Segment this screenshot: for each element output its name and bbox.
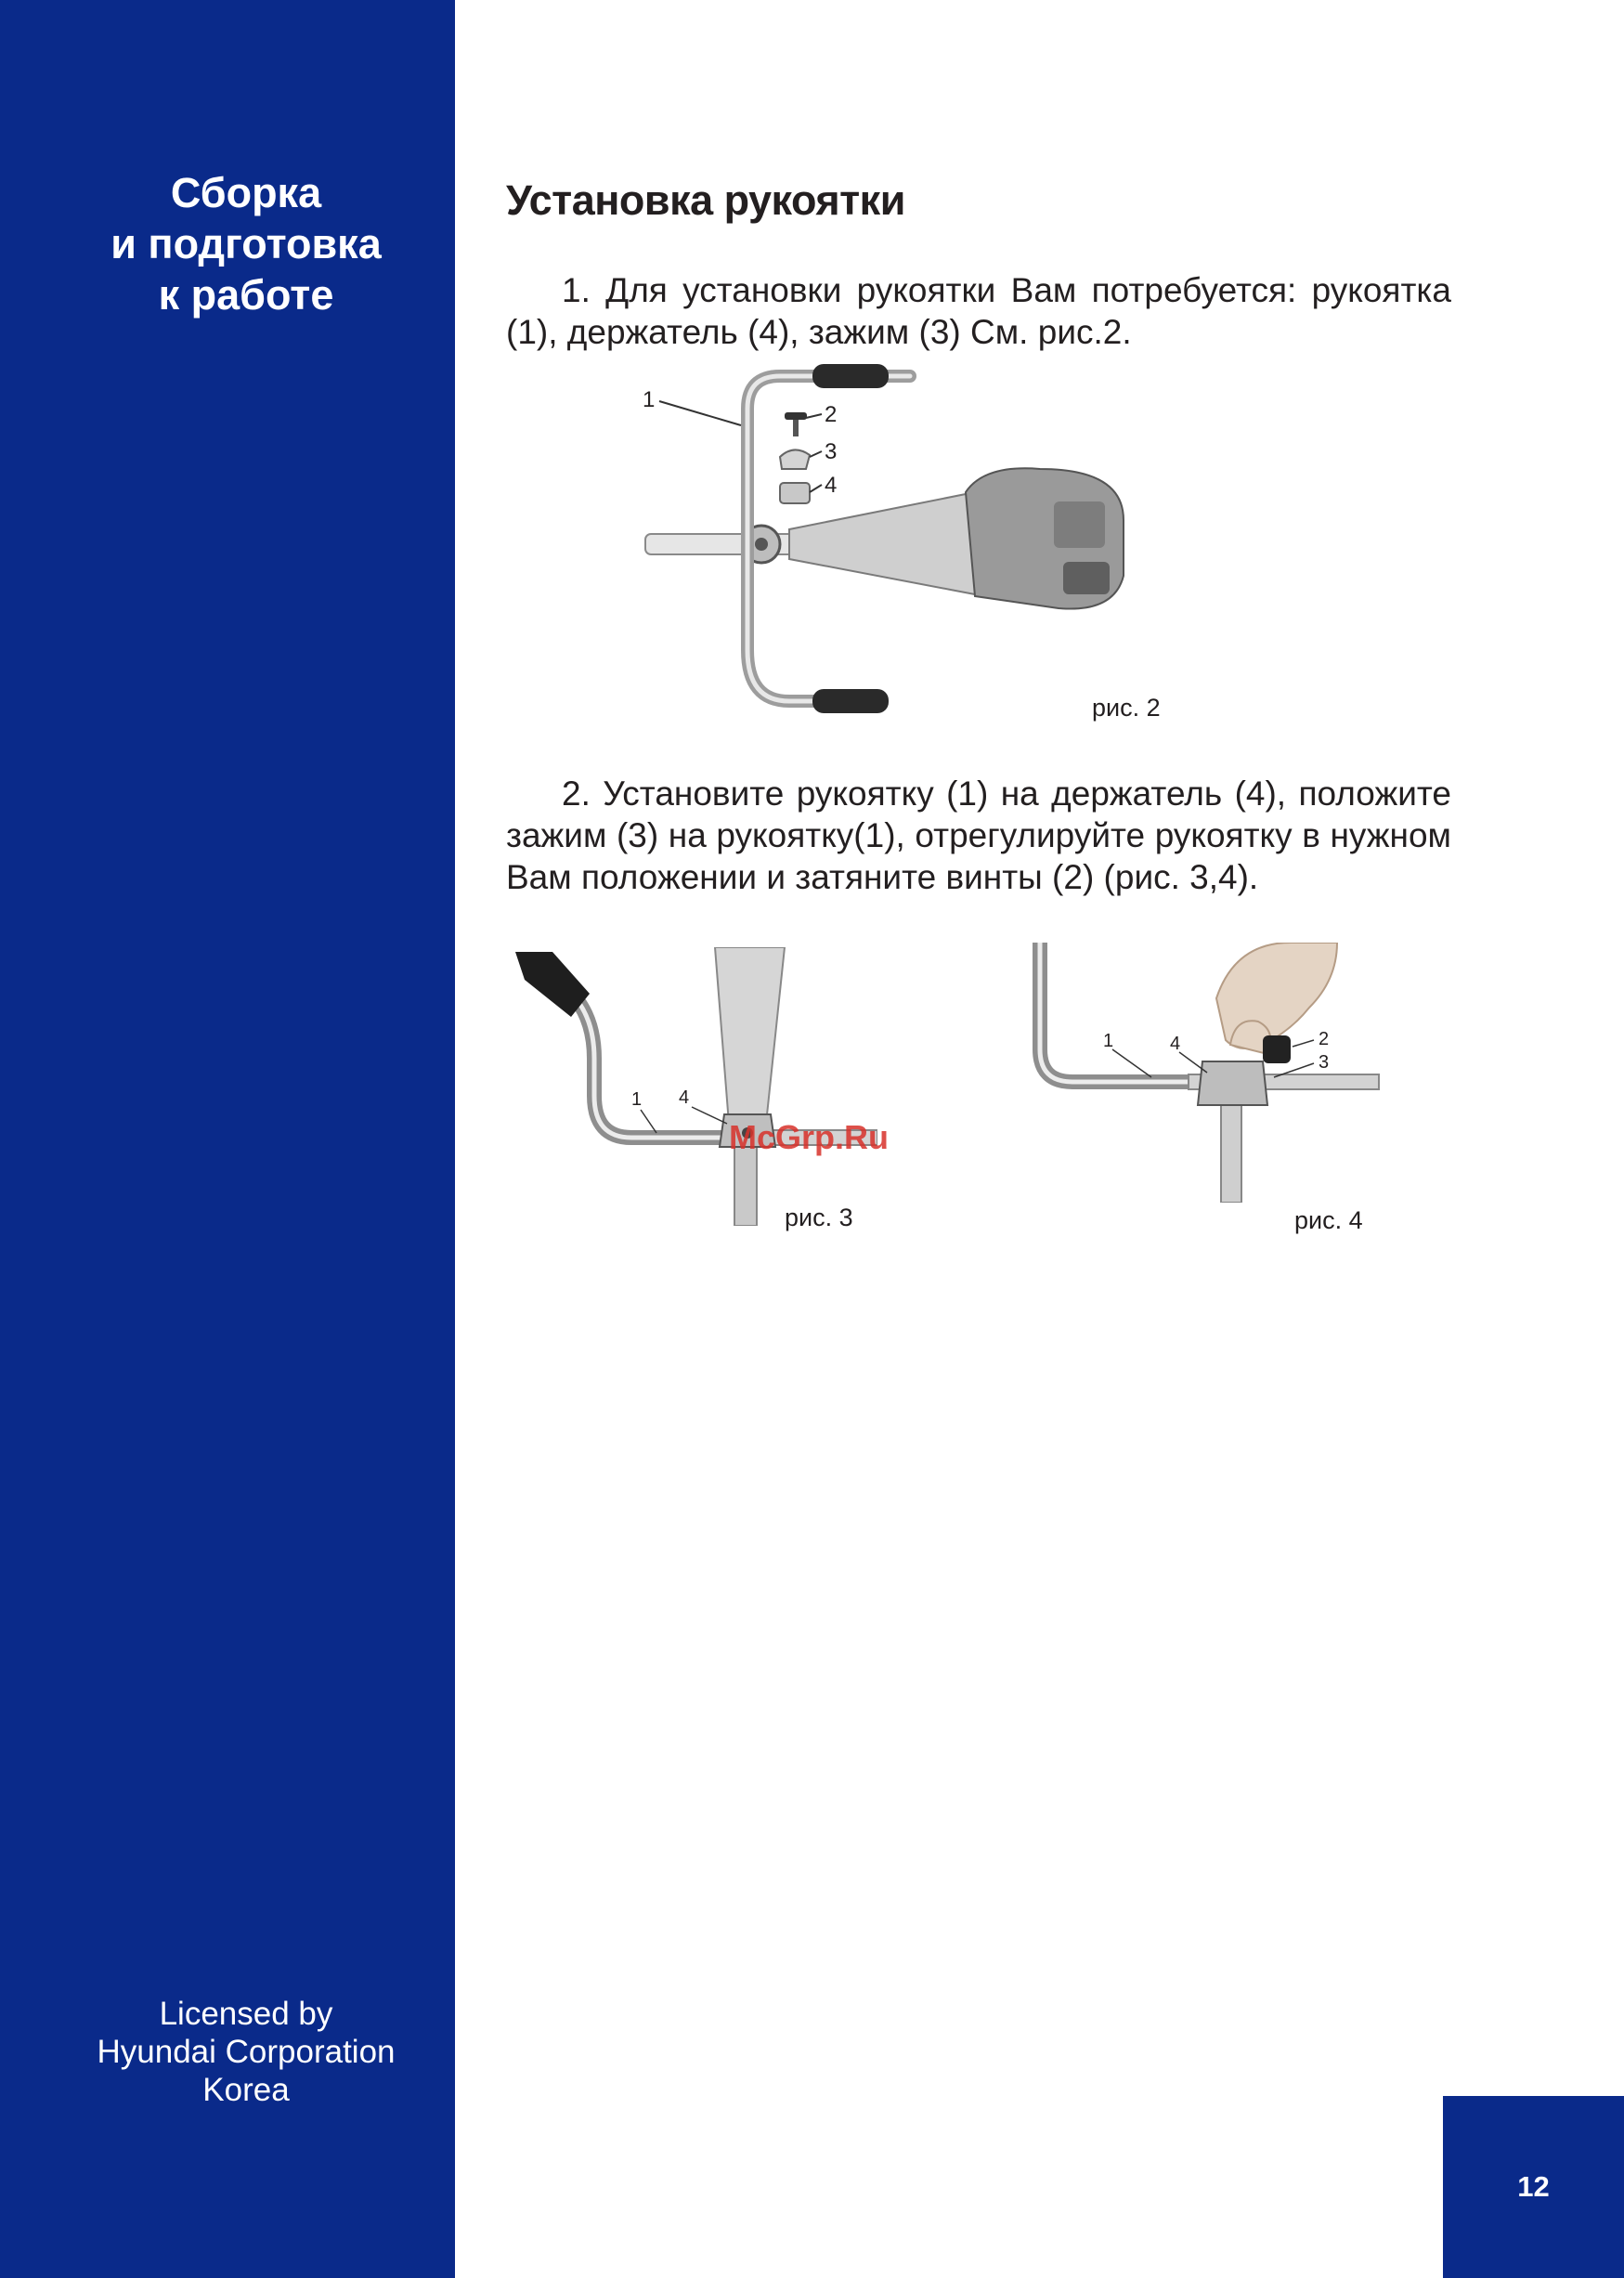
figure-4-caption: рис. 4 — [1294, 1206, 1363, 1234]
fig2-label-2: 2 — [825, 402, 838, 427]
fig4-label-4: 4 — [1170, 1034, 1181, 1054]
section-title-line-3: к работе — [158, 271, 334, 319]
fig2-label-1: 1 — [643, 387, 656, 412]
page-number: 12 — [1517, 2170, 1550, 2203]
fig3-label-4: 4 — [679, 1087, 690, 1108]
figure-3-illustration — [506, 947, 877, 1226]
fig4-label-2: 2 — [1319, 1029, 1330, 1049]
figure-3-caption: рис. 3 — [785, 1204, 853, 1231]
figure-2-caption: рис. 2 — [1092, 694, 1161, 722]
figure-2-illustration — [641, 353, 1189, 724]
page-heading: Установка рукоятки — [506, 176, 905, 224]
paragraph-step-1: 1. Для установки рукоятки Вам потребуется: рукоятка (1), держатель (4), зажим (3) См. рис.2. — [506, 271, 1451, 351]
fig2-label-3: 3 — [825, 439, 838, 464]
watermark: McGrp.Ru — [729, 1118, 890, 1156]
license-line-1: Licensed by — [159, 1996, 333, 2032]
license-line-3: Korea — [202, 2072, 290, 2108]
license-line-2: Hyundai Corporation — [97, 2034, 396, 2070]
sidebar — [0, 0, 455, 2278]
license-note — [0, 1995, 492, 2109]
section-title-line-2: и подготовка — [110, 220, 382, 267]
section-title-line-1: Сборка — [170, 169, 322, 216]
fig2-label-4: 4 — [825, 473, 838, 498]
fig3-label-1: 1 — [631, 1089, 643, 1110]
figure-4-illustration — [1031, 943, 1384, 1203]
fig4-label-1: 1 — [1103, 1031, 1114, 1051]
page-number-box — [1443, 2096, 1624, 2278]
fig4-label-3: 3 — [1319, 1052, 1330, 1073]
paragraph-step-2: 2. Установите рукоятку (1) на держатель (4), положите зажим (3) на рукоятку(1), отрегулируйте рукоятку в нужном Вам положении и затяните винты (2) (рис. 3,4). — [506, 775, 1451, 896]
section-title — [0, 167, 492, 320]
